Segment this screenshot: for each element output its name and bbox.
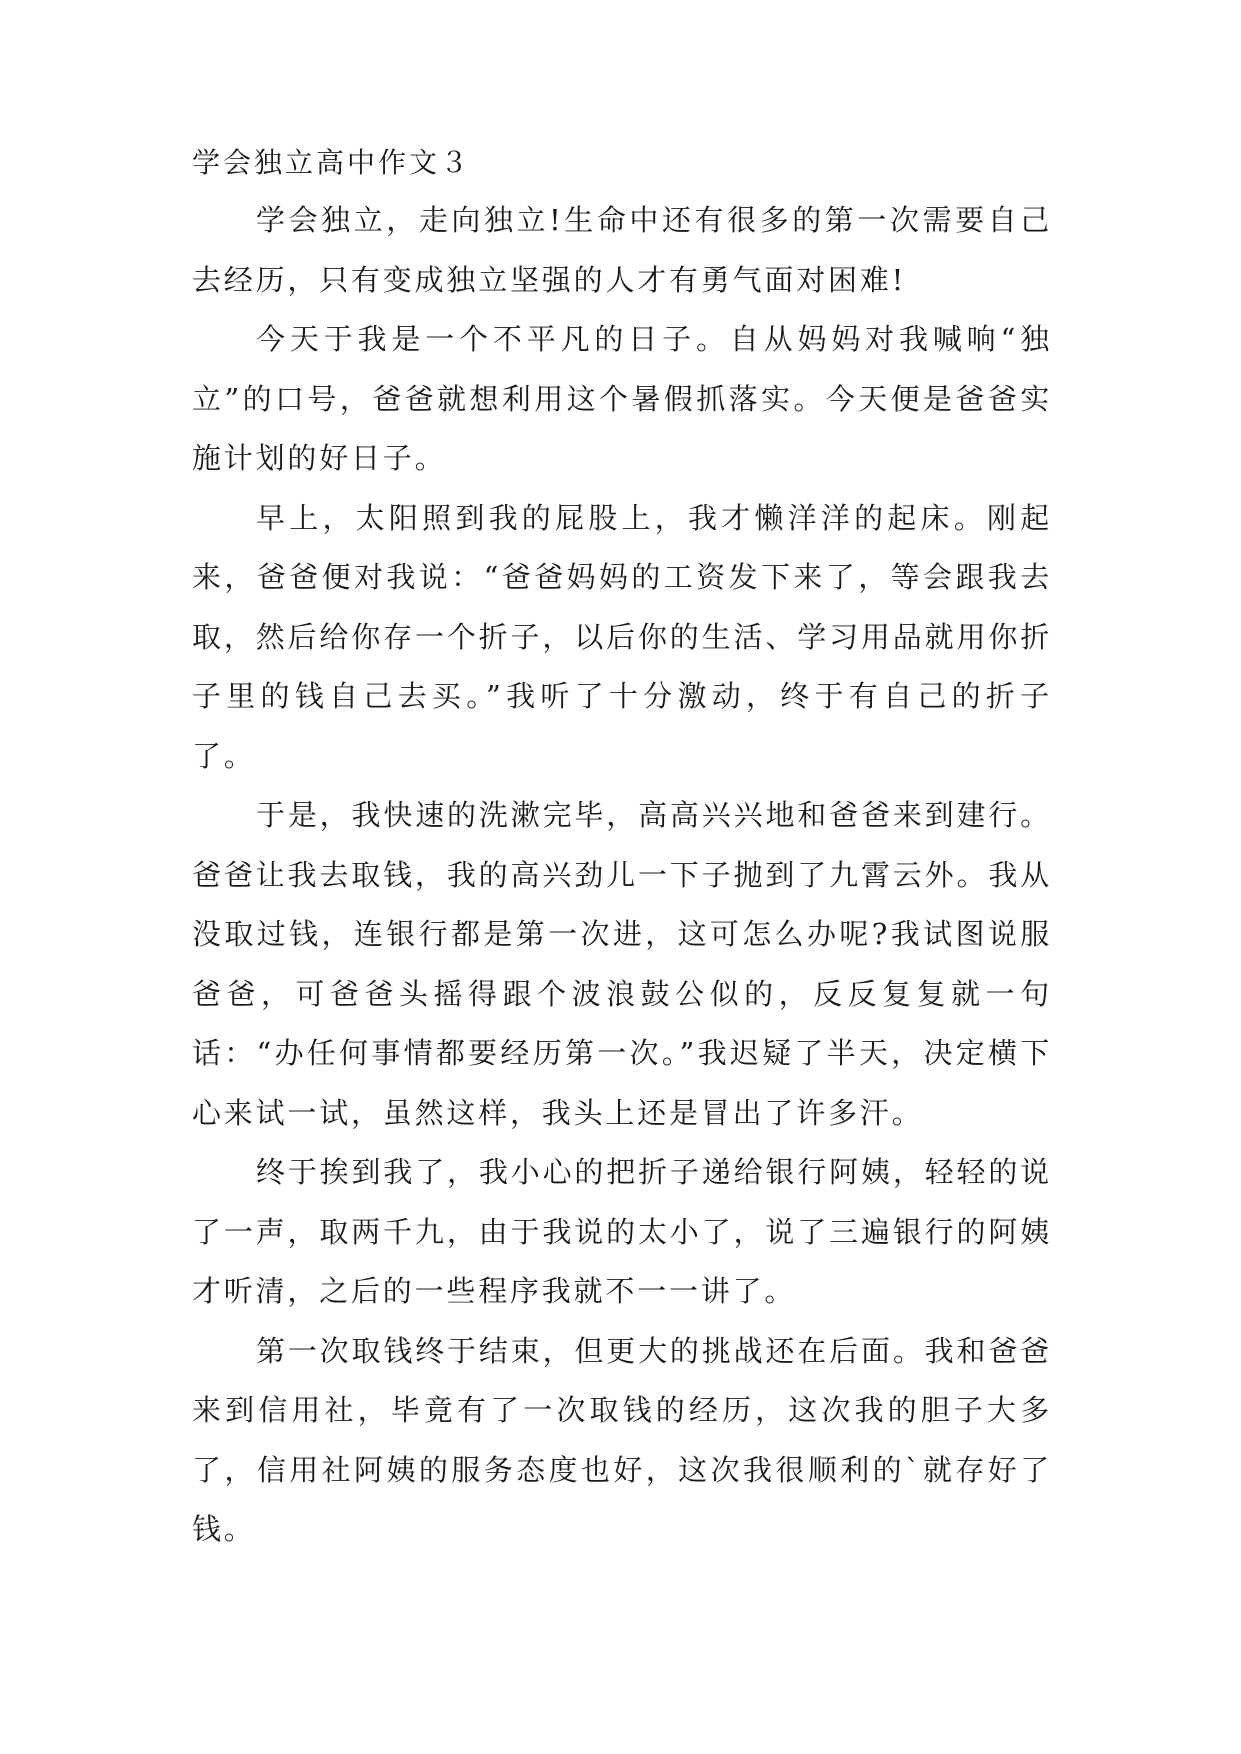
paragraph-3: 早上，太阳照到我的屁股上，我才懒洋洋的起床。刚起来，爸爸便对我说：“爸爸妈妈的工资发下来了，等会跟我去取，然后给你存一个折子，以后你的生活、学习用品就用你折子里的钱自己去买。”我听了十分激动，终于有自己的折子了。 (192, 500, 1052, 773)
document-body (192, 135, 1052, 1560)
paragraph-1: 学会独立，走向独立!生命中还有很多的第一次需要自己去经历，只有变成独立坚强的人才有勇气面对困难! (192, 203, 1052, 297)
paragraph-4: 于是，我快速的洗漱完毕，高高兴兴地和爸爸来到建行。爸爸让我去取钱，我的高兴劲儿一下子抛到了九霄云外。我从没取过钱，连银行都是第一次进，这可怎么办呢?我试图说服爸爸，可爸爸头摇得跟个波浪鼓公似的，反反复复就一句话：“办任何事情都要经历第一次。”我迟疑了半天，决定横下心来试一试，虽然这样，我头上还是冒出了许多汗。 (192, 798, 1052, 1130)
document-title: 学会独立高中作文３ (192, 146, 472, 179)
paragraph-2: 今天于我是一个不平凡的日子。自从妈妈对我喊响“独立”的口号，爸爸就想利用这个暑假抓落实。今天便是爸爸实施计划的好日子。 (192, 322, 1052, 475)
paragraph-5: 终于挨到我了，我小心的把折子递给银行阿姨，轻轻的说了一声，取两千九，由于我说的太小了，说了三遍银行的阿姨才听清，之后的一些程序我就不一一讲了。 (192, 1155, 1052, 1308)
paragraph-6: 第一次取钱终于结束，但更大的挑战还在后面。我和爸爸来到信用社，毕竟有了一次取钱的经历，这次我的胆子大多了，信用社阿姨的服务态度也好，这次我很顺利的`就存好了钱。 (192, 1333, 1052, 1546)
